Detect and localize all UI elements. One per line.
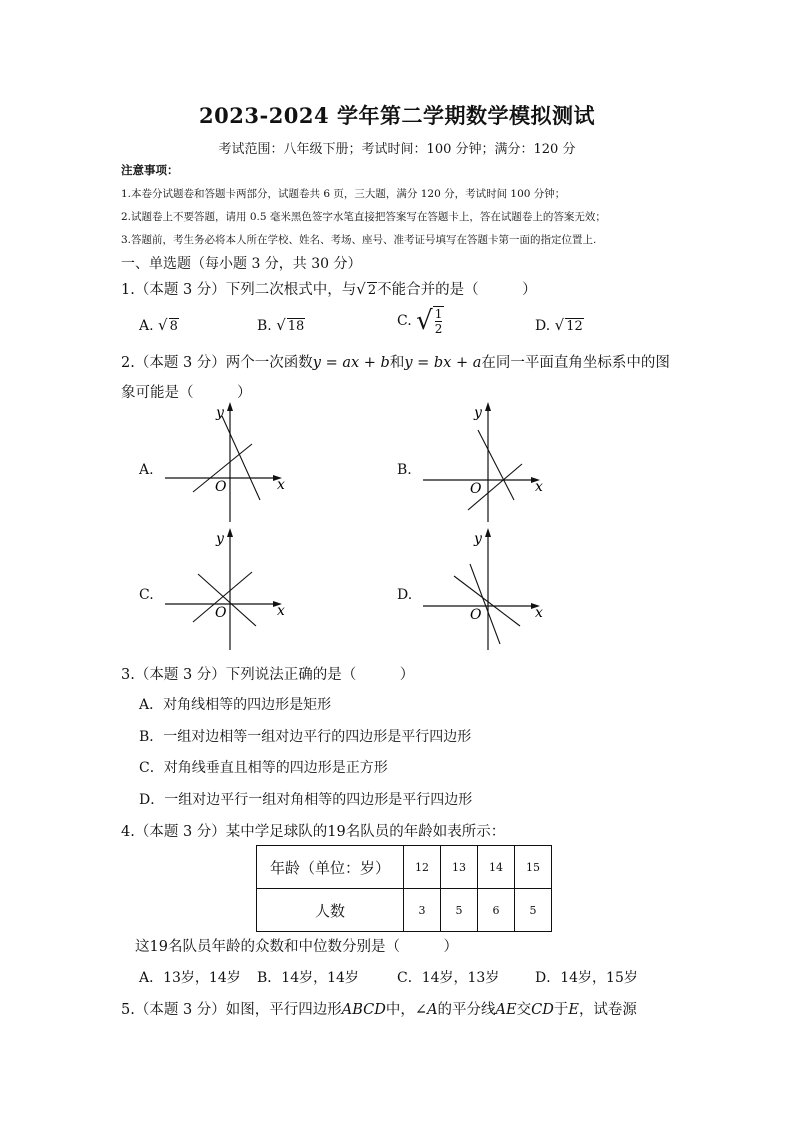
q5-stem-part: 5.（本题 3 分）如图，平行四边形 [121, 1002, 342, 1018]
y-axis-label: y [216, 405, 224, 421]
origin-label: O [215, 479, 227, 495]
q3-option-a: A．对角线相等的四边形是矩形 [139, 697, 332, 713]
q2-stem-part: 和 [389, 355, 405, 371]
table-cell: 6 [478, 889, 515, 932]
y-axis-label: y [474, 405, 482, 421]
q5-symbol: AE [495, 1002, 517, 1018]
graph-c [160, 528, 290, 653]
option-radicand: 8 [169, 319, 178, 334]
function-line [198, 574, 256, 626]
q5-symbol: CD [531, 1002, 554, 1018]
graph-c-letter: C. [139, 587, 154, 603]
q1-radicand: 2 [367, 283, 377, 298]
x-axis-label: x [535, 605, 543, 621]
graph-b-letter: B. [397, 462, 412, 478]
sqrt-icon: √ [276, 316, 286, 334]
graph-d-letter: D. [397, 587, 413, 603]
page-subtitle: 考试范围：八年级下册；考试时间：100 分钟；满分：120 分 [218, 142, 576, 157]
y-axis-label: y [216, 531, 224, 547]
graph-d [418, 528, 548, 653]
function-line [470, 564, 500, 644]
question-4-stem: 4.（本题 3 分）某中学足球队的19名队员的年龄如表所示： [121, 824, 506, 840]
q2-stem-part: 在同一平面直角坐标系中的图 [481, 355, 670, 371]
question-3-stem: 3.（本题 3 分）下列说法正确的是（ ） [121, 667, 415, 683]
graph-b [418, 402, 548, 527]
graph-a-letter: A. [139, 462, 154, 478]
notes-heading: 注意事项： [121, 163, 179, 177]
note-item: 3.答题前，考生务必将本人所在学校、姓名、考场、座号、准考证号填写在答题卡第一面的指定位置上. [121, 234, 597, 246]
axis-arrow-icon [485, 528, 491, 537]
note-item: 1.本卷分试题卷和答题卡两部分，试题卷共 6 页，三大题，满分 120 分，考试时间 100 分钟； [121, 188, 566, 200]
axis-arrow-icon [485, 402, 491, 411]
function-line [478, 430, 514, 500]
q5-stem-part: 于 [553, 1002, 569, 1018]
sqrt-icon: √ [554, 316, 565, 334]
q1-option-a [139, 316, 179, 334]
sqrt-icon: √ [356, 280, 366, 298]
q3-option-b: B．一组对边相等一组对边平行的四边形是平行四边形 [139, 729, 472, 745]
option-fraction [433, 306, 445, 336]
q4-option-a: A．13岁，14岁 [139, 970, 241, 986]
axis-arrow-icon [227, 528, 233, 537]
table-cell: 14 [478, 846, 515, 889]
q3-option-c: C．对角线垂直且相等的四边形是正方形 [139, 760, 388, 776]
option-letter: C. [397, 313, 412, 329]
age-table [256, 845, 552, 932]
note-item: 2.试题卷上不要答题，请用 0.5 毫米黑色签字水笔直接把答案写在答题卡上，答在试题卷上的答案无效； [121, 211, 606, 223]
table-cell: 5 [515, 889, 552, 932]
origin-label: O [470, 481, 482, 497]
option-letter: A. [139, 318, 154, 334]
q5-symbol: E [568, 1002, 579, 1018]
table-header-cell: 人数 [257, 889, 404, 932]
question-2-stem-line2: 象可能是（ ） [121, 385, 252, 401]
table-cell: 13 [441, 846, 478, 889]
sqrt-icon: √ [158, 316, 168, 334]
fraction-numerator: 1 [434, 307, 443, 321]
table-row [257, 889, 552, 932]
option-letter: D. [535, 318, 551, 334]
q2-equation: y = ax + b [312, 355, 390, 371]
option-radicand: 18 [287, 319, 305, 334]
table-cell: 5 [441, 889, 478, 932]
q1-option-c [397, 306, 444, 336]
fraction-denominator: 2 [434, 322, 443, 336]
graph-a [160, 402, 290, 527]
origin-label: O [470, 607, 482, 623]
q5-stem-part: 中，∠ [385, 1002, 428, 1018]
sqrt-icon: √ [416, 306, 433, 336]
table-cell: 3 [404, 889, 441, 932]
option-radicand: 12 [566, 319, 583, 334]
q5-symbol: A [427, 1002, 438, 1018]
q3-option-d: D．一组对边平行一组对角相等的四边形是平行四边形 [139, 792, 473, 808]
q5-stem-part: 交 [516, 1002, 532, 1018]
x-axis-label: x [277, 603, 285, 619]
question-5-stem [121, 998, 637, 1019]
q2-equation: y = bx + a [404, 355, 482, 371]
q2-stem-part: 2.（本题 3 分）两个一次函数 [121, 355, 313, 371]
q5-symbol: ABCD [341, 1002, 386, 1018]
q1-option-d [535, 316, 584, 334]
q1-option-b [257, 316, 305, 334]
x-axis-label: x [277, 477, 285, 493]
table-header-cell: 年龄（单位：岁） [257, 846, 404, 889]
table-cell: 12 [404, 846, 441, 889]
question-2-stem [121, 351, 670, 372]
question-4-followup: 这19名队员年龄的众数和中位数分别是（ ） [135, 939, 458, 955]
q4-option-c: C．14岁，13岁 [397, 970, 500, 986]
question-1-stem [121, 278, 537, 299]
table-row [257, 846, 552, 889]
y-axis-label: y [474, 531, 482, 547]
x-axis-label: x [535, 479, 543, 495]
section-heading: 一、单选题（每小题 3 分，共 30 分） [121, 256, 362, 272]
q1-stem-part: 1.（本题 3 分）下列二次根式中，与 [121, 282, 357, 298]
page-title: 2023-2024 学年第二学期数学模拟测试 [199, 103, 595, 128]
q4-option-b: B．14岁，14岁 [257, 970, 359, 986]
option-letter: B. [257, 318, 272, 334]
origin-label: O [215, 605, 227, 621]
function-line [454, 576, 520, 626]
q1-stem-part: 不能合并的是（ ） [377, 282, 537, 298]
function-line [222, 416, 260, 500]
table-cell: 15 [515, 846, 552, 889]
axis-arrow-icon [227, 402, 233, 411]
q4-option-d: D．14岁，15岁 [535, 970, 638, 986]
q5-stem-part: 的平分线 [437, 1002, 496, 1018]
q5-stem-part: ，试卷源 [578, 1002, 637, 1018]
